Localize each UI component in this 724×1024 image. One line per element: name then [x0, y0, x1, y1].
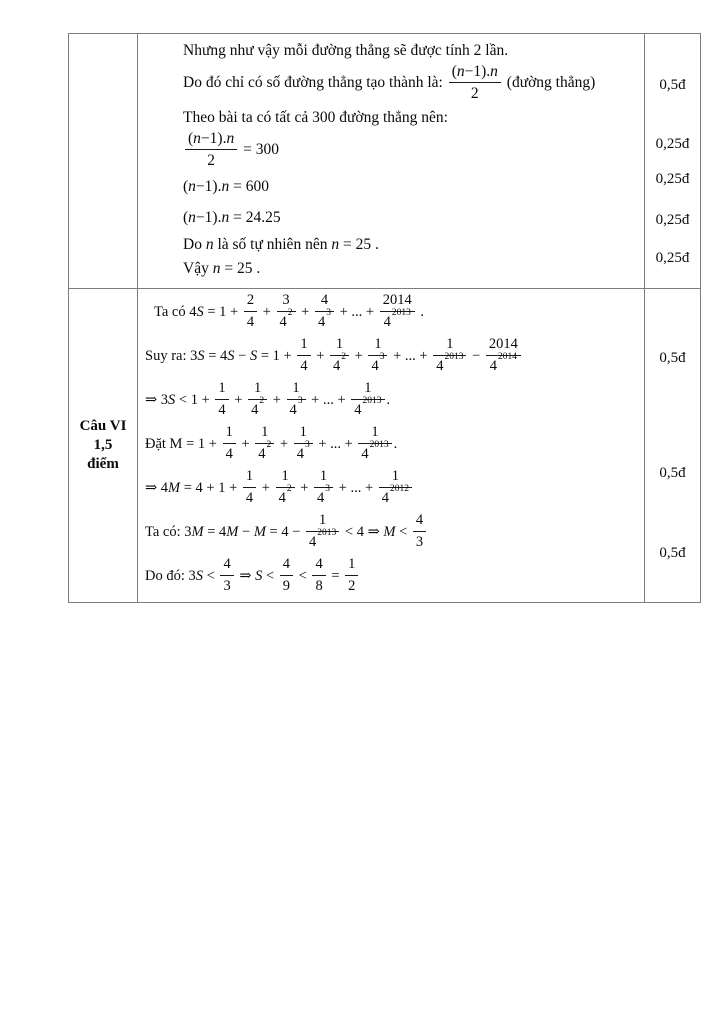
math-variable: n	[221, 178, 230, 195]
math-text: 4	[258, 446, 266, 462]
math-text: −	[238, 523, 254, 540]
math-text: .	[393, 435, 398, 452]
math-text: 1	[218, 380, 226, 396]
math-text: 9	[282, 578, 291, 594]
math-text: = 1 +	[257, 347, 296, 364]
math-text: 2	[207, 152, 215, 169]
math-text: 4	[279, 314, 287, 330]
solution-line	[145, 425, 640, 464]
solution-content-cell	[138, 289, 645, 602]
math-variable: S	[195, 567, 203, 584]
fraction-denominator	[358, 440, 391, 463]
solution-line	[183, 64, 640, 103]
math-variable: S	[197, 347, 205, 364]
math-text: 1	[371, 424, 379, 440]
fraction-numerator	[185, 130, 237, 150]
math-text: 1	[253, 380, 262, 396]
math-text: = 24.25	[229, 209, 281, 226]
solution-line	[145, 337, 640, 376]
fraction-numerator	[220, 556, 233, 576]
math-text: −1).	[464, 63, 491, 80]
math-text: 1	[348, 556, 356, 572]
math-fraction	[330, 336, 349, 375]
math-text: (	[183, 209, 189, 226]
math-variable: M	[253, 523, 266, 540]
math-text: 1	[335, 336, 344, 352]
solution-line	[145, 513, 640, 552]
math-fraction	[277, 292, 296, 331]
math-variable: n	[331, 236, 340, 253]
score-cell	[645, 289, 700, 602]
fraction-denominator	[255, 440, 274, 463]
math-fraction	[315, 292, 334, 331]
math-fraction	[449, 63, 501, 102]
fraction-numerator	[215, 380, 228, 400]
math-exponent: 3	[297, 396, 303, 407]
math-text: +	[351, 347, 367, 364]
math-text: = 25 .	[339, 236, 379, 253]
math-text: Do đó chỉ có số đường thẳng tạo thành là:	[183, 74, 447, 92]
math-text: +	[259, 303, 275, 320]
score-value: 0,5đ	[659, 77, 686, 93]
math-variable: M	[383, 523, 396, 540]
fraction-denominator	[287, 396, 306, 419]
math-fraction	[380, 292, 415, 331]
math-variable: M	[168, 479, 181, 496]
fraction-numerator	[255, 424, 274, 444]
math-text: ⇒ 4	[145, 479, 169, 496]
math-text: +	[297, 303, 313, 320]
fraction-numerator	[368, 336, 387, 356]
math-text: Vậy	[183, 260, 213, 277]
score-value: 0,25đ	[655, 136, 690, 152]
fraction-numerator	[297, 336, 310, 356]
math-variable: M	[226, 523, 239, 540]
math-text: 1	[319, 512, 327, 528]
math-text: 4	[289, 402, 297, 418]
math-text: 1	[391, 468, 400, 484]
math-fraction	[379, 468, 412, 507]
math-fraction	[220, 556, 233, 595]
fraction-numerator	[413, 512, 426, 532]
math-text: +	[230, 391, 247, 408]
fraction-denominator	[312, 576, 325, 595]
math-text: −	[468, 347, 484, 364]
math-text: + ... +	[314, 435, 357, 452]
math-text: 4	[317, 490, 325, 506]
math-fraction	[345, 556, 358, 595]
solution-line	[183, 40, 640, 61]
math-text: +	[312, 347, 329, 364]
math-text: 1	[292, 380, 300, 396]
math-text: 1	[319, 468, 328, 484]
math-text: .	[416, 303, 424, 320]
math-text: 2	[470, 85, 479, 102]
math-text: 4	[315, 556, 323, 572]
math-fraction	[248, 380, 267, 419]
math-exponent: 3	[304, 440, 310, 451]
math-text: 1	[446, 336, 454, 352]
fraction-denominator	[244, 312, 257, 331]
math-text: +	[296, 479, 313, 496]
math-text: = 300	[239, 141, 279, 159]
math-fraction	[255, 424, 274, 463]
math-exponent: 2013	[391, 308, 411, 319]
fraction-numerator	[330, 336, 349, 356]
fraction-denominator	[220, 576, 233, 595]
fraction-denominator	[185, 150, 237, 169]
math-text: 4	[278, 490, 286, 506]
math-exponent: 2	[287, 308, 293, 319]
math-text: < 1 +	[175, 391, 214, 408]
fraction-numerator	[280, 556, 293, 576]
math-text: = 4 −	[265, 523, 305, 540]
math-text: Ta có 4	[154, 303, 197, 320]
math-text: −	[234, 347, 250, 364]
answer-key-table	[68, 33, 701, 603]
solution-line	[183, 258, 640, 279]
math-fraction	[185, 130, 237, 169]
math-text: 1	[281, 468, 289, 484]
math-fraction	[223, 424, 236, 463]
math-text: = 4 + 1 +	[180, 479, 241, 496]
math-fraction	[276, 468, 295, 507]
math-variable: n	[188, 209, 196, 226]
fraction-denominator	[486, 352, 521, 375]
fraction-denominator	[276, 484, 295, 507]
math-text: 2014	[488, 336, 518, 352]
math-exponent: 2	[286, 484, 292, 495]
math-fraction	[287, 380, 306, 419]
math-fraction	[306, 512, 339, 551]
fraction-denominator	[277, 308, 296, 331]
question-label-cell	[69, 289, 138, 602]
math-text: ⇒	[235, 567, 256, 584]
math-text: 2	[246, 292, 255, 308]
solution-line	[145, 381, 640, 420]
math-text: 3	[415, 534, 424, 550]
math-variable: n	[490, 63, 498, 80]
math-text: 4	[333, 358, 341, 374]
fraction-denominator	[380, 308, 415, 331]
math-text: 4	[245, 490, 254, 506]
math-text: 4	[296, 446, 304, 462]
math-text: 3	[223, 578, 231, 594]
math-exponent: 2	[266, 440, 272, 451]
math-text: 2014	[382, 292, 412, 308]
solution-line	[145, 293, 640, 332]
math-fraction	[297, 336, 310, 375]
question-label-line: Câu VI	[79, 418, 127, 434]
score-value: 0,25đ	[655, 250, 690, 266]
math-exponent: 3	[326, 308, 331, 319]
math-text: < 4 ⇒	[341, 523, 384, 540]
solution-line	[183, 131, 640, 170]
table-row	[69, 34, 700, 288]
math-text: 4	[309, 534, 317, 550]
fraction-denominator	[297, 356, 310, 375]
math-text: = 600	[229, 178, 269, 195]
math-exponent: 2	[341, 352, 347, 363]
score-value: 0,5đ	[659, 465, 686, 481]
solution-line	[183, 234, 640, 255]
math-text: 4	[223, 556, 231, 572]
math-text: = 1 +	[203, 303, 242, 320]
math-variable: n	[221, 209, 230, 226]
solution-line	[183, 206, 640, 229]
math-text: 2	[348, 578, 356, 594]
math-exponent: 3	[379, 352, 385, 363]
math-variable: n	[205, 236, 214, 253]
math-variable: S	[255, 567, 263, 584]
math-exponent: 3	[325, 484, 331, 495]
fraction-denominator	[306, 528, 339, 551]
math-text: <	[203, 567, 219, 584]
math-text: + ... +	[307, 391, 350, 408]
math-text: 8	[315, 578, 323, 594]
math-fraction	[413, 512, 426, 551]
math-text: 4	[225, 446, 233, 462]
math-text: 4	[354, 402, 362, 418]
math-text: +	[258, 479, 274, 496]
math-variable: S	[168, 391, 176, 408]
math-text: <	[395, 523, 411, 540]
math-text: 3	[282, 292, 290, 308]
solution-content-cell	[138, 34, 645, 288]
fraction-denominator	[433, 352, 466, 375]
math-variable: n	[226, 130, 235, 147]
score-value: 0,5đ	[659, 350, 686, 366]
math-text: +	[276, 435, 292, 452]
math-fraction	[368, 336, 387, 375]
math-text: = 4	[203, 523, 227, 540]
math-fraction	[215, 380, 228, 419]
math-variable: n	[212, 260, 221, 277]
math-text: 4	[317, 314, 326, 330]
fraction-denominator	[248, 396, 267, 419]
math-text: 4	[381, 490, 390, 506]
fraction-denominator	[314, 484, 333, 507]
math-text: 4	[320, 292, 329, 308]
question-label-line: 1,5	[93, 437, 113, 453]
math-text: −1).	[195, 209, 222, 226]
math-variable: n	[188, 178, 196, 195]
math-text: 4	[218, 402, 226, 418]
score-cell	[645, 34, 700, 288]
math-text: Nhưng như vậy mỗi đường thẳng sẽ được tính 2 lần.	[183, 42, 509, 59]
fraction-numerator	[314, 468, 333, 488]
math-text: 4	[489, 358, 498, 374]
math-text: (	[183, 178, 189, 195]
math-text: + ... +	[389, 347, 432, 364]
math-text: Ta có: 3	[145, 523, 192, 540]
math-text: 4	[415, 512, 424, 528]
math-text: 1	[299, 424, 307, 440]
fraction-denominator	[379, 484, 412, 507]
solution-line	[183, 107, 640, 128]
math-text: 4	[371, 358, 379, 374]
math-text: −1).	[200, 130, 227, 147]
math-text: <	[262, 567, 278, 584]
fraction-numerator	[243, 468, 256, 488]
fraction-denominator	[330, 352, 349, 375]
math-text: Do	[183, 236, 206, 253]
math-text: 4	[282, 556, 291, 572]
table-row	[69, 288, 700, 602]
math-text: = 4	[204, 347, 228, 364]
math-text: Suy ra: 3	[145, 347, 198, 364]
fraction-denominator	[280, 576, 293, 595]
solution-line	[183, 175, 640, 198]
math-variable: n	[456, 63, 465, 80]
math-text: =	[327, 567, 344, 584]
math-fraction	[280, 556, 293, 595]
math-text: + ... +	[335, 479, 377, 496]
math-text: 4	[246, 314, 255, 330]
math-exponent: 2012	[390, 484, 410, 495]
question-label-line: điểm	[87, 456, 119, 472]
math-exponent: 2013	[369, 440, 389, 451]
fraction-numerator	[312, 556, 325, 576]
math-text: 1	[374, 336, 382, 352]
fraction-denominator	[368, 352, 387, 375]
math-text: 1	[261, 424, 269, 440]
math-text: 4	[300, 358, 308, 374]
math-fraction	[294, 424, 313, 463]
math-text: (	[451, 63, 457, 80]
math-text: +	[237, 435, 254, 452]
math-variable: M	[191, 523, 204, 540]
math-text: 4	[383, 314, 391, 330]
math-text: 1	[245, 468, 254, 484]
fraction-numerator	[223, 424, 236, 444]
question-label-cell	[69, 34, 138, 288]
math-fraction	[243, 468, 256, 507]
math-text: Do đó: 3	[145, 567, 196, 584]
math-fraction	[351, 380, 384, 419]
math-exponent: 2013	[444, 352, 464, 363]
math-exponent: 2014	[498, 352, 518, 363]
math-fraction	[486, 336, 521, 375]
math-text: ⇒ 3	[145, 391, 169, 408]
fraction-denominator	[345, 576, 358, 595]
math-variable: S	[227, 347, 235, 364]
math-text: 4	[251, 402, 259, 418]
math-fraction	[358, 424, 391, 463]
math-text: 4	[361, 446, 369, 462]
score-value: 0,25đ	[655, 212, 690, 228]
math-text: +	[269, 391, 285, 408]
fraction-numerator	[244, 292, 257, 312]
math-text: (đường thẳng)	[502, 74, 596, 92]
math-exponent: 2013	[317, 528, 337, 539]
fraction-denominator	[413, 532, 426, 551]
math-text: 1	[300, 336, 308, 352]
fraction-denominator	[351, 396, 384, 419]
score-value: 0,5đ	[659, 545, 686, 561]
fraction-numerator	[248, 380, 267, 400]
fraction-denominator	[315, 308, 334, 331]
math-text: Đặt M = 1 +	[145, 435, 221, 452]
math-text: Theo bài ta có tất cả 300 đường thẳng nên:	[183, 109, 448, 126]
solution-line	[145, 469, 640, 508]
fraction-denominator	[223, 444, 236, 463]
fraction-numerator	[315, 292, 334, 312]
math-text: .	[386, 391, 391, 408]
fraction-numerator	[345, 556, 358, 576]
math-text: 1	[225, 424, 233, 440]
fraction-numerator	[449, 63, 501, 83]
math-fraction	[244, 292, 257, 331]
math-text: = 25 .	[220, 260, 261, 277]
math-text: 1	[364, 380, 372, 396]
math-fraction	[312, 556, 325, 595]
math-exponent: 2	[259, 396, 265, 407]
fraction-denominator	[215, 400, 228, 419]
math-text: 4	[436, 358, 444, 374]
math-text: là số tự nhiên nên	[213, 236, 332, 253]
math-text: (	[188, 130, 194, 147]
math-text: −1).	[195, 178, 222, 195]
math-text: + ... +	[335, 303, 378, 320]
fraction-denominator	[294, 440, 313, 463]
math-variable: S	[196, 303, 204, 320]
math-variable: S	[249, 347, 258, 364]
fraction-denominator	[243, 488, 256, 507]
math-variable: n	[193, 130, 201, 147]
math-fraction	[314, 468, 333, 507]
math-exponent: 2013	[362, 396, 382, 407]
math-fraction	[433, 336, 466, 375]
score-value: 0,25đ	[655, 171, 690, 187]
solution-line	[145, 557, 640, 596]
fraction-denominator	[449, 83, 501, 102]
math-text: <	[295, 567, 311, 584]
